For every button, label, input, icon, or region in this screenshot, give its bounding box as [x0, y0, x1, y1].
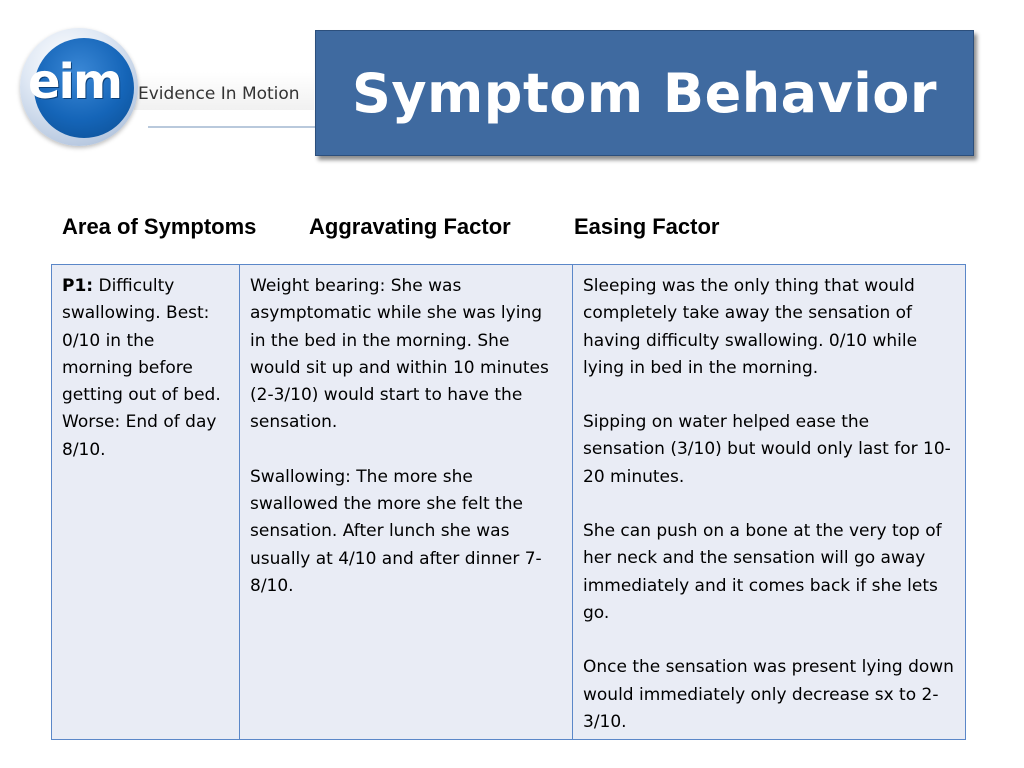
patient-label: P1:	[62, 276, 94, 296]
aggravating-paragraph: Swallowing: The more she swallowed the more she felt the sensation. After lunch she was usually at 4/10 and after dinner 7-8/10.	[250, 466, 542, 596]
column-header-area: Area of Symptoms	[62, 214, 257, 239]
title-banner	[315, 30, 974, 156]
easing-paragraph: Sleeping was the only thing that would completely take away the sensation of having difficulty swallowing. 0/10 while lying in bed in the morning.	[583, 276, 918, 378]
logo-underline	[148, 126, 318, 128]
column-header-easing: Easing Factor	[574, 214, 720, 239]
logo-circle-icon	[20, 28, 138, 146]
table-row	[52, 265, 966, 740]
easing-paragraph: Sipping on water helped ease the sensation (3/10) but would only last for 10-20 minutes.	[583, 412, 951, 487]
easing-paragraph: Once the sensation was present lying down would immediately only decrease sx to 2-3/10.	[583, 657, 954, 732]
easing-paragraph: She can push on a bone at the very top of her neck and the sensation will go away immediately and it comes back if she lets go.	[583, 521, 942, 623]
cell-area-of-symptoms	[52, 265, 240, 740]
eim-logo	[14, 28, 314, 146]
logo-caption: Evidence In Motion	[138, 84, 300, 104]
symptom-table	[51, 264, 966, 740]
cell-aggravating-factor	[240, 265, 573, 740]
page-title: Symptom Behavior	[351, 61, 938, 125]
column-headers	[0, 214, 1024, 240]
area-text: Difficulty swallowing. Best: 0/10 in the morning before getting out of bed. Worse: End of day 8/10.	[62, 276, 221, 460]
aggravating-paragraph: Weight bearing: She was asymptomatic while she was lying in the bed in the morning. She would sit up and within 10 minutes (2-3/10) would start to have the sensation.	[250, 276, 549, 433]
cell-easing-factor	[573, 265, 966, 740]
column-header-aggravating: Aggravating Factor	[309, 214, 511, 239]
logo-mark: eim	[28, 54, 122, 110]
